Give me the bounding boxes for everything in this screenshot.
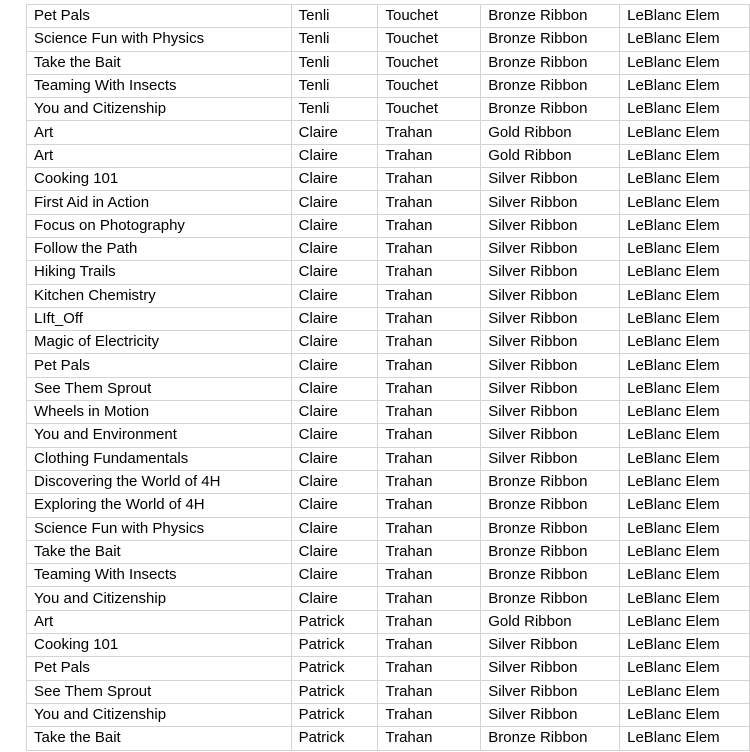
first-name-cell[interactable]: Claire [291,168,378,191]
project-cell[interactable]: Exploring the World of 4H [27,494,292,517]
award-cell[interactable]: Silver Ribbon [481,377,620,400]
project-cell[interactable]: Wheels in Motion [27,401,292,424]
last-name-cell[interactable]: Trahan [378,657,481,680]
table-row [27,5,750,28]
school-cell[interactable]: LeBlanc Elem [620,261,750,284]
first-name-cell[interactable]: Claire [291,564,378,587]
first-name-cell[interactable]: Claire [291,331,378,354]
table-row [27,307,750,330]
school-cell[interactable]: LeBlanc Elem [620,727,750,750]
award-cell[interactable]: Gold Ribbon [481,144,620,167]
table-row [27,727,750,750]
first-name-cell[interactable]: Patrick [291,680,378,703]
award-cell[interactable]: Silver Ribbon [481,424,620,447]
table-row [27,168,750,191]
first-name-cell[interactable]: Claire [291,401,378,424]
school-cell[interactable]: LeBlanc Elem [620,447,750,470]
award-cell[interactable]: Silver Ribbon [481,634,620,657]
last-name-cell[interactable]: Trahan [378,727,481,750]
school-cell[interactable]: LeBlanc Elem [620,237,750,260]
last-name-cell[interactable]: Trahan [378,610,481,633]
award-cell[interactable]: Silver Ribbon [481,307,620,330]
first-name-cell[interactable]: Claire [291,377,378,400]
first-name-cell[interactable]: Claire [291,424,378,447]
first-name-cell[interactable]: Claire [291,307,378,330]
award-cell[interactable]: Bronze Ribbon [481,727,620,750]
project-cell[interactable]: See Them Sprout [27,377,292,400]
project-cell[interactable]: Teaming With Insects [27,74,292,97]
award-cell[interactable]: Silver Ribbon [481,191,620,214]
last-name-cell[interactable]: Touchet [378,98,481,121]
project-cell[interactable]: Pet Pals [27,354,292,377]
award-cell[interactable]: Bronze Ribbon [481,470,620,493]
project-cell[interactable]: Pet Pals [27,5,292,28]
project-cell[interactable]: First Aid in Action [27,191,292,214]
table-row [27,121,750,144]
project-cell[interactable]: Focus on Photography [27,214,292,237]
last-name-cell[interactable]: Trahan [378,703,481,726]
school-cell[interactable]: LeBlanc Elem [620,610,750,633]
last-name-cell[interactable]: Trahan [378,401,481,424]
award-cell[interactable]: Silver Ribbon [481,401,620,424]
first-name-cell[interactable]: Patrick [291,634,378,657]
first-name-cell[interactable]: Claire [291,144,378,167]
award-cell[interactable]: Silver Ribbon [481,284,620,307]
last-name-cell[interactable]: Trahan [378,377,481,400]
award-cell[interactable]: Bronze Ribbon [481,98,620,121]
last-name-cell[interactable]: Trahan [378,424,481,447]
table-row [27,680,750,703]
school-cell[interactable]: LeBlanc Elem [620,587,750,610]
project-cell[interactable]: You and Environment [27,424,292,447]
project-cell[interactable]: Cooking 101 [27,634,292,657]
school-cell[interactable]: LeBlanc Elem [620,144,750,167]
table-row [27,98,750,121]
first-name-cell[interactable]: Claire [291,354,378,377]
school-cell[interactable]: LeBlanc Elem [620,121,750,144]
last-name-cell[interactable]: Trahan [378,191,481,214]
table-row [27,634,750,657]
last-name-cell[interactable]: Trahan [378,540,481,563]
last-name-cell[interactable]: Trahan [378,587,481,610]
award-cell[interactable]: Bronze Ribbon [481,74,620,97]
project-cell[interactable]: Take the Bait [27,540,292,563]
last-name-cell[interactable]: Trahan [378,214,481,237]
award-cell[interactable]: Silver Ribbon [481,214,620,237]
last-name-cell[interactable]: Touchet [378,5,481,28]
table-row [27,657,750,680]
last-name-cell[interactable]: Trahan [378,634,481,657]
school-cell[interactable]: LeBlanc Elem [620,401,750,424]
table-row [27,610,750,633]
project-cell[interactable]: LIft_Off [27,307,292,330]
table-row [27,74,750,97]
table-row [27,564,750,587]
first-name-cell[interactable]: Patrick [291,727,378,750]
table-row [27,354,750,377]
table-row [27,191,750,214]
award-cell[interactable]: Silver Ribbon [481,447,620,470]
project-cell[interactable]: Science Fun with Physics [27,28,292,51]
last-name-cell[interactable]: Trahan [378,121,481,144]
last-name-cell[interactable]: Trahan [378,564,481,587]
project-cell[interactable]: Take the Bait [27,727,292,750]
last-name-cell[interactable]: Trahan [378,470,481,493]
project-cell[interactable]: Follow the Path [27,237,292,260]
last-name-cell[interactable]: Trahan [378,494,481,517]
project-cell[interactable]: Discovering the World of 4H [27,470,292,493]
first-name-cell[interactable]: Claire [291,587,378,610]
last-name-cell[interactable]: Trahan [378,168,481,191]
table-row [27,144,750,167]
award-cell[interactable]: Bronze Ribbon [481,5,620,28]
project-cell[interactable]: Take the Bait [27,51,292,74]
project-cell[interactable]: Art [27,610,292,633]
project-cell[interactable]: Art [27,144,292,167]
school-cell[interactable]: LeBlanc Elem [620,424,750,447]
school-cell[interactable]: LeBlanc Elem [620,191,750,214]
project-cell[interactable]: You and Citizenship [27,703,292,726]
last-name-cell[interactable]: Trahan [378,354,481,377]
project-cell[interactable]: Science Fun with Physics [27,517,292,540]
table-row [27,28,750,51]
first-name-cell[interactable]: Claire [291,214,378,237]
award-cell[interactable]: Silver Ribbon [481,237,620,260]
last-name-cell[interactable]: Trahan [378,307,481,330]
school-cell[interactable]: LeBlanc Elem [620,331,750,354]
last-name-cell[interactable]: Trahan [378,680,481,703]
first-name-cell[interactable]: Tenli [291,5,378,28]
award-cell[interactable]: Bronze Ribbon [481,564,620,587]
first-name-cell[interactable]: Claire [291,284,378,307]
award-cell[interactable]: Silver Ribbon [481,168,620,191]
first-name-cell[interactable]: Patrick [291,657,378,680]
first-name-cell[interactable]: Tenli [291,28,378,51]
first-name-cell[interactable]: Claire [291,517,378,540]
first-name-cell[interactable]: Tenli [291,98,378,121]
first-name-cell[interactable]: Claire [291,470,378,493]
last-name-cell[interactable]: Trahan [378,144,481,167]
table-row [27,261,750,284]
award-cell[interactable]: Gold Ribbon [481,121,620,144]
first-name-cell[interactable]: Patrick [291,610,378,633]
first-name-cell[interactable]: Claire [291,494,378,517]
table-row [27,424,750,447]
award-cell[interactable]: Bronze Ribbon [481,517,620,540]
award-cell[interactable]: Gold Ribbon [481,610,620,633]
last-name-cell[interactable]: Trahan [378,284,481,307]
last-name-cell[interactable]: Touchet [378,74,481,97]
school-cell[interactable]: LeBlanc Elem [620,377,750,400]
school-cell[interactable]: LeBlanc Elem [620,354,750,377]
project-cell[interactable]: Hiking Trails [27,261,292,284]
school-cell[interactable]: LeBlanc Elem [620,5,750,28]
first-name-cell[interactable]: Claire [291,237,378,260]
school-cell[interactable]: LeBlanc Elem [620,564,750,587]
last-name-cell[interactable]: Trahan [378,331,481,354]
award-cell[interactable]: Silver Ribbon [481,680,620,703]
school-cell[interactable]: LeBlanc Elem [620,657,750,680]
last-name-cell[interactable]: Trahan [378,517,481,540]
last-name-cell[interactable]: Trahan [378,447,481,470]
award-cell[interactable]: Silver Ribbon [481,261,620,284]
table-row [27,470,750,493]
project-cell[interactable]: You and Citizenship [27,98,292,121]
school-cell[interactable]: LeBlanc Elem [620,540,750,563]
award-cell[interactable]: Silver Ribbon [481,331,620,354]
last-name-cell[interactable]: Touchet [378,28,481,51]
table-row [27,494,750,517]
project-cell[interactable]: See Them Sprout [27,680,292,703]
school-cell[interactable]: LeBlanc Elem [620,680,750,703]
award-cell[interactable]: Silver Ribbon [481,354,620,377]
award-cell[interactable]: Bronze Ribbon [481,51,620,74]
school-cell[interactable]: LeBlanc Elem [620,494,750,517]
school-cell[interactable]: LeBlanc Elem [620,168,750,191]
project-cell[interactable]: Teaming With Insects [27,564,292,587]
first-name-cell[interactable]: Claire [291,261,378,284]
first-name-cell[interactable]: Patrick [291,703,378,726]
first-name-cell[interactable]: Claire [291,540,378,563]
table-row [27,401,750,424]
school-cell[interactable]: LeBlanc Elem [620,634,750,657]
project-cell[interactable]: Clothing Fundamentals [27,447,292,470]
last-name-cell[interactable]: Touchet [378,51,481,74]
table-row [27,51,750,74]
table-row [27,284,750,307]
spreadsheet-body [27,5,750,751]
school-cell[interactable]: LeBlanc Elem [620,214,750,237]
project-cell[interactable]: Cooking 101 [27,168,292,191]
table-row [27,447,750,470]
table-row [27,517,750,540]
first-name-cell[interactable]: Claire [291,191,378,214]
table-row [27,331,750,354]
award-cell[interactable]: Bronze Ribbon [481,494,620,517]
school-cell[interactable]: LeBlanc Elem [620,517,750,540]
project-cell[interactable]: Magic of Electricity [27,331,292,354]
school-cell[interactable]: LeBlanc Elem [620,98,750,121]
spreadsheet-table [26,4,750,751]
table-row [27,540,750,563]
table-row [27,703,750,726]
award-cell[interactable]: Silver Ribbon [481,703,620,726]
award-cell[interactable]: Bronze Ribbon [481,587,620,610]
project-cell[interactable]: You and Citizenship [27,587,292,610]
project-cell[interactable]: Art [27,121,292,144]
table-row [27,587,750,610]
first-name-cell[interactable]: Claire [291,121,378,144]
school-cell[interactable]: LeBlanc Elem [620,284,750,307]
school-cell[interactable]: LeBlanc Elem [620,28,750,51]
project-cell[interactable]: Pet Pals [27,657,292,680]
project-cell[interactable]: Kitchen Chemistry [27,284,292,307]
school-cell[interactable]: LeBlanc Elem [620,51,750,74]
table-row [27,377,750,400]
school-cell[interactable]: LeBlanc Elem [620,307,750,330]
school-cell[interactable]: LeBlanc Elem [620,703,750,726]
award-cell[interactable]: Bronze Ribbon [481,28,620,51]
first-name-cell[interactable]: Tenli [291,51,378,74]
award-cell[interactable]: Bronze Ribbon [481,540,620,563]
last-name-cell[interactable]: Trahan [378,261,481,284]
last-name-cell[interactable]: Trahan [378,237,481,260]
school-cell[interactable]: LeBlanc Elem [620,470,750,493]
first-name-cell[interactable]: Claire [291,447,378,470]
table-row [27,214,750,237]
school-cell[interactable]: LeBlanc Elem [620,74,750,97]
first-name-cell[interactable]: Tenli [291,74,378,97]
award-cell[interactable]: Silver Ribbon [481,657,620,680]
table-row [27,237,750,260]
